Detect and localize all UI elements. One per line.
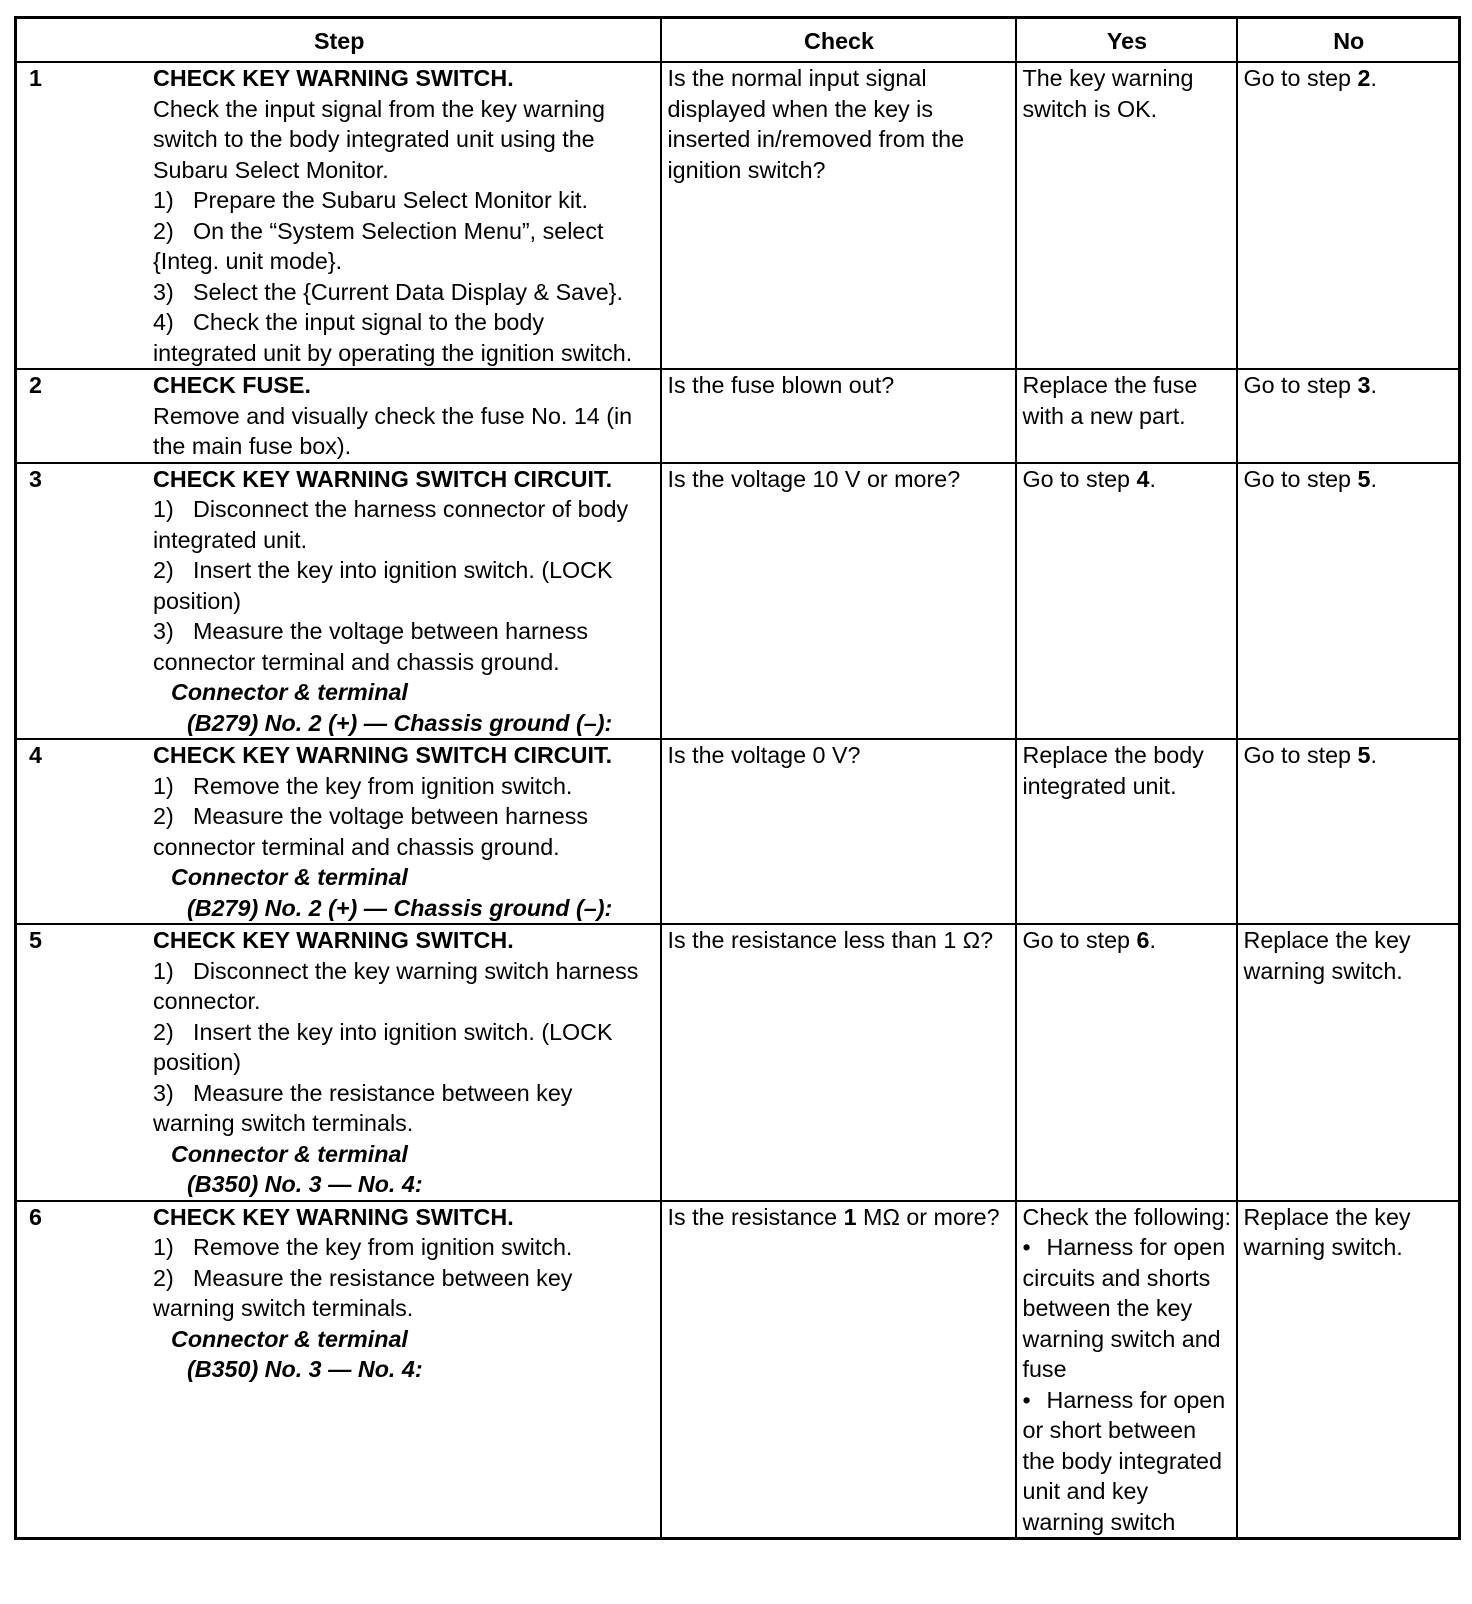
table-row (16, 369, 1460, 463)
no-cell: Replace the key warning switch. (1237, 1201, 1460, 1539)
step-intro: Remove and visually check the fuse No. 14 (in the main fuse box). (153, 402, 633, 459)
substep (153, 771, 652, 802)
connector-terminal-spec: (B279) No. 2 (+) — Chassis ground (–): (187, 709, 613, 736)
yes-intro: Check the following: (1022, 1203, 1231, 1230)
step-cell (16, 62, 661, 369)
substep (153, 1078, 652, 1139)
check-suffix: MΩ or more? (856, 1203, 1000, 1230)
diagnostic-procedure-page (14, 16, 1458, 1540)
bullet-icon: • (1022, 1234, 1031, 1260)
diagnostic-table (14, 16, 1461, 1540)
connector-terminal-spec: (B279) No. 2 (+) — Chassis ground (–): (187, 894, 613, 921)
substep-number: 1) (153, 496, 174, 522)
step-number: 3 (29, 465, 42, 492)
no-prefix: Go to step (1243, 742, 1358, 768)
substep-text: Select the {Current Data Display & Save}. (193, 278, 623, 305)
connector-label: Connector & terminal (171, 864, 408, 890)
check-cell (661, 1201, 1016, 1539)
step-title: CHECK KEY WARNING SWITCH CIRCUIT. (153, 742, 613, 768)
header-no: No (1237, 18, 1460, 63)
substep-text: Disconnect the harness connector of body integrated unit. (153, 496, 629, 553)
check-value: 1 (843, 1203, 857, 1230)
header-check: Check (661, 18, 1016, 63)
no-cell: Go to step 5. (1237, 463, 1460, 740)
substep-text: Disconnect the key warning switch harness connector. (153, 957, 639, 1014)
header-yes: Yes (1016, 18, 1237, 63)
no-cell: Go to step 5. (1237, 739, 1460, 924)
header-step: Step (16, 18, 661, 63)
substep-number: 3) (153, 1079, 174, 1106)
yes-cell: Replace the body integrated unit. (1016, 739, 1237, 924)
step-number: 5 (29, 927, 42, 953)
substep-number: 1) (153, 1234, 174, 1260)
table-row (16, 739, 1460, 924)
yes-bullet-item (1023, 1232, 1232, 1385)
check-cell: Is the fuse blown out? (661, 369, 1016, 463)
no-cell: Go to step 3. (1237, 369, 1460, 463)
substep (153, 555, 652, 616)
substep (153, 1232, 652, 1263)
step-body (153, 740, 656, 923)
no-step-ref: 5 (1357, 465, 1371, 492)
step-body (153, 63, 656, 368)
table-row (16, 1201, 1460, 1539)
step-number: 1 (29, 65, 42, 91)
step-cell (16, 369, 661, 463)
substep-text: Measure the voltage between harness connector terminal and chassis ground. (153, 803, 589, 860)
step-cell (16, 463, 661, 740)
substep-number: 1) (153, 772, 174, 799)
substep (153, 616, 652, 677)
substep-text: Check the input signal to the body integrated unit by operating the ignition switch. (153, 309, 633, 366)
yes-prefix: Go to step (1022, 465, 1137, 492)
check-cell: Is the normal input signal displayed when the key is inserted in/removed from the ignition switch? (661, 62, 1016, 369)
bullet-text: Harness for open or short between the body integrated unit and key warning switch (1022, 1386, 1226, 1535)
no-cell: Replace the key warning switch. (1237, 924, 1460, 1201)
substep (153, 307, 652, 368)
no-step-ref: 3 (1357, 372, 1371, 398)
bullet-text: Harness for open circuits and shorts between the key warning switch and fuse (1022, 1234, 1226, 1382)
substep-text: Insert the key into ignition switch. (LOCK position) (153, 557, 613, 614)
substep-text: Measure the resistance between key warning switch terminals. (153, 1079, 573, 1136)
substep (153, 801, 652, 862)
no-prefix: Go to step (1243, 465, 1358, 492)
step-title: CHECK FUSE. (153, 372, 311, 398)
yes-cell: The key warning switch is OK. (1016, 62, 1237, 369)
step-cell (16, 739, 661, 924)
substep-text: Measure the resistance between key warning switch terminals. (153, 1264, 573, 1321)
substep (153, 494, 652, 555)
substep-number: 2) (153, 217, 174, 244)
header-row (16, 18, 1460, 63)
substep (153, 1017, 652, 1078)
connector-label: Connector & terminal (171, 679, 408, 705)
substep-number: 3) (153, 278, 174, 305)
bullet-icon: • (1022, 1386, 1031, 1413)
step-intro: Check the input signal from the key warning switch to the body integrated unit using the Subaru Select Monitor. (153, 95, 605, 183)
substep-text: Remove the key from ignition switch. (193, 1234, 573, 1260)
step-body (153, 925, 656, 1200)
yes-step-ref: 6 (1136, 927, 1150, 953)
substep-number: 4) (153, 309, 174, 335)
substep-text: On the “System Selection Menu”, select {Integ. unit mode}. (153, 217, 604, 274)
substep-text: Measure the voltage between harness connector terminal and chassis ground. (153, 618, 589, 675)
step-number: 4 (29, 742, 42, 768)
step-number: 2 (29, 372, 42, 398)
substep-number: 2) (153, 557, 174, 583)
connector-label: Connector & terminal (171, 1325, 408, 1352)
substep (153, 216, 652, 277)
step-body (153, 464, 656, 739)
step-number: 6 (29, 1203, 42, 1230)
substep (153, 1263, 652, 1324)
check-cell: Is the voltage 0 V? (661, 739, 1016, 924)
connector-terminal-spec: (B350) No. 3 — No. 4: (187, 1171, 423, 1197)
yes-prefix: Go to step (1022, 927, 1137, 953)
substep-number: 3) (153, 618, 174, 644)
yes-cell (1016, 1201, 1237, 1539)
step-cell (16, 924, 661, 1201)
no-step-ref: 5 (1357, 742, 1371, 768)
no-prefix: Go to step (1243, 65, 1358, 91)
substep-text: Insert the key into ignition switch. (LOCK position) (153, 1018, 613, 1075)
connector-label: Connector & terminal (171, 1140, 408, 1167)
step-title: CHECK KEY WARNING SWITCH CIRCUIT. (153, 465, 613, 492)
yes-bullet-item (1023, 1385, 1232, 1538)
no-step-ref: 2 (1357, 65, 1371, 91)
no-cell: Go to step 2. (1237, 62, 1460, 369)
step-title: CHECK KEY WARNING SWITCH. (153, 65, 514, 91)
yes-step-ref: 4 (1136, 465, 1150, 492)
substep (153, 185, 652, 216)
substep (153, 277, 652, 308)
step-title: CHECK KEY WARNING SWITCH. (153, 927, 514, 953)
substep-text: Remove the key from ignition switch. (193, 772, 573, 799)
step-title: CHECK KEY WARNING SWITCH. (153, 1203, 514, 1230)
substep-number: 2) (153, 803, 174, 829)
substep-number: 1) (153, 187, 174, 213)
substep-number: 1) (153, 957, 174, 984)
substep-number: 2) (153, 1018, 174, 1045)
table-row (16, 463, 1460, 740)
substep-number: 2) (153, 1264, 174, 1291)
table-row (16, 924, 1460, 1201)
yes-cell: Go to step 4. (1016, 463, 1237, 740)
no-prefix: Go to step (1243, 372, 1358, 398)
yes-cell: Go to step 6. (1016, 924, 1237, 1201)
check-prefix: Is the resistance (667, 1203, 844, 1230)
check-cell: Is the voltage 10 V or more? (661, 463, 1016, 740)
check-cell: Is the resistance less than 1 Ω? (661, 924, 1016, 1201)
yes-cell: Replace the fuse with a new part. (1016, 369, 1237, 463)
substep-text: Prepare the Subaru Select Monitor kit. (193, 187, 588, 213)
step-body (153, 370, 656, 462)
table-row (16, 62, 1460, 369)
connector-terminal-spec: (B350) No. 3 — No. 4: (187, 1356, 423, 1382)
step-cell (16, 1201, 661, 1539)
step-body (153, 1202, 656, 1385)
substep (153, 956, 652, 1017)
